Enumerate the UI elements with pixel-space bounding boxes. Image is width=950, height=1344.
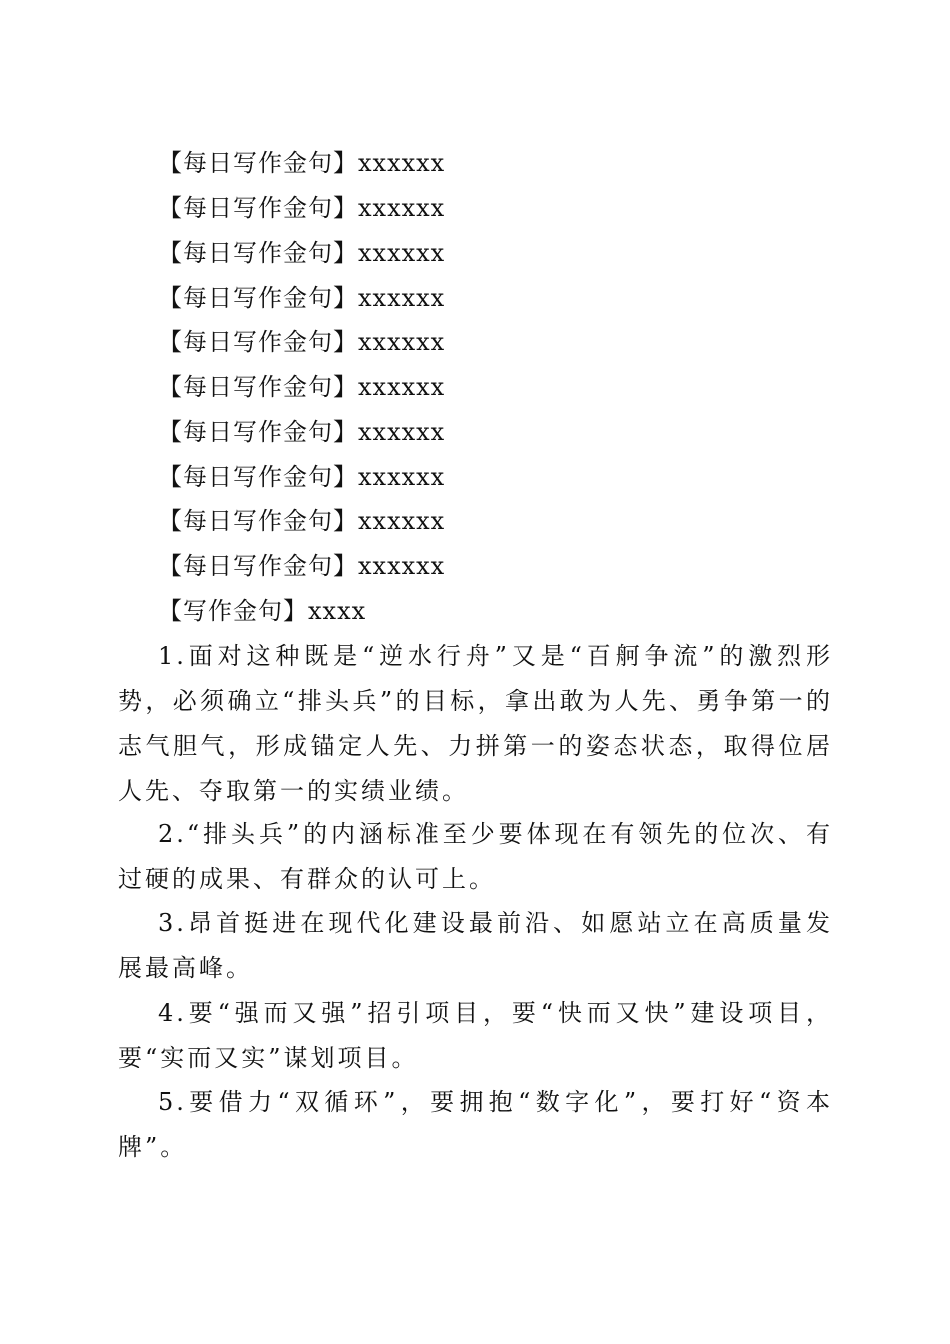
daily-sentence-line-10: 【每日写作金句】xxxxxx	[158, 552, 446, 580]
paragraph-5: 5.要借力“双循环”，要拥抱“数字化”，要打好“资本牌”。	[118, 1088, 833, 1161]
paragraph-3: 3.昂首挺进在现代化建设最前沿、如愿站立在高质量发展最高峰。	[118, 909, 833, 982]
daily-sentence-line-3: 【每日写作金句】xxxxxx	[158, 239, 446, 267]
daily-sentence-line-8: 【每日写作金句】xxxxxx	[158, 463, 446, 491]
daily-sentence-line-6: 【每日写作金句】xxxxxx	[158, 373, 446, 401]
daily-sentence-line-1: 【每日写作金句】xxxxxx	[158, 149, 446, 177]
daily-sentence-line-7: 【每日写作金句】xxxxxx	[158, 418, 446, 446]
section-heading: 【写作金句】xxxx	[158, 597, 367, 625]
daily-sentence-line-9: 【每日写作金句】xxxxxx	[158, 507, 446, 535]
paragraph-2: 2.“排头兵”的内涵标准至少要体现在有领先的位次、有过硬的成果、有群众的认可上。	[118, 820, 833, 893]
paragraph-1: 1.面对这种既是“逆水行舟”又是“百舸争流”的激烈形势，必须确立“排头兵”的目标，拿出敢为人先、勇争第一的志气胆气，形成锚定人先、力拼第一的姿态状态，取得位居人先、夺取第一的实绩业绩。	[118, 642, 833, 805]
daily-sentence-line-4: 【每日写作金句】xxxxxx	[158, 284, 446, 312]
daily-sentence-line-2: 【每日写作金句】xxxxxx	[158, 194, 446, 222]
paragraph-4: 4.要“强而又强”招引项目，要“快而又快”建设项目，要“实而又实”谋划项目。	[118, 999, 833, 1072]
daily-sentence-line-5: 【每日写作金句】xxxxxx	[158, 328, 446, 356]
